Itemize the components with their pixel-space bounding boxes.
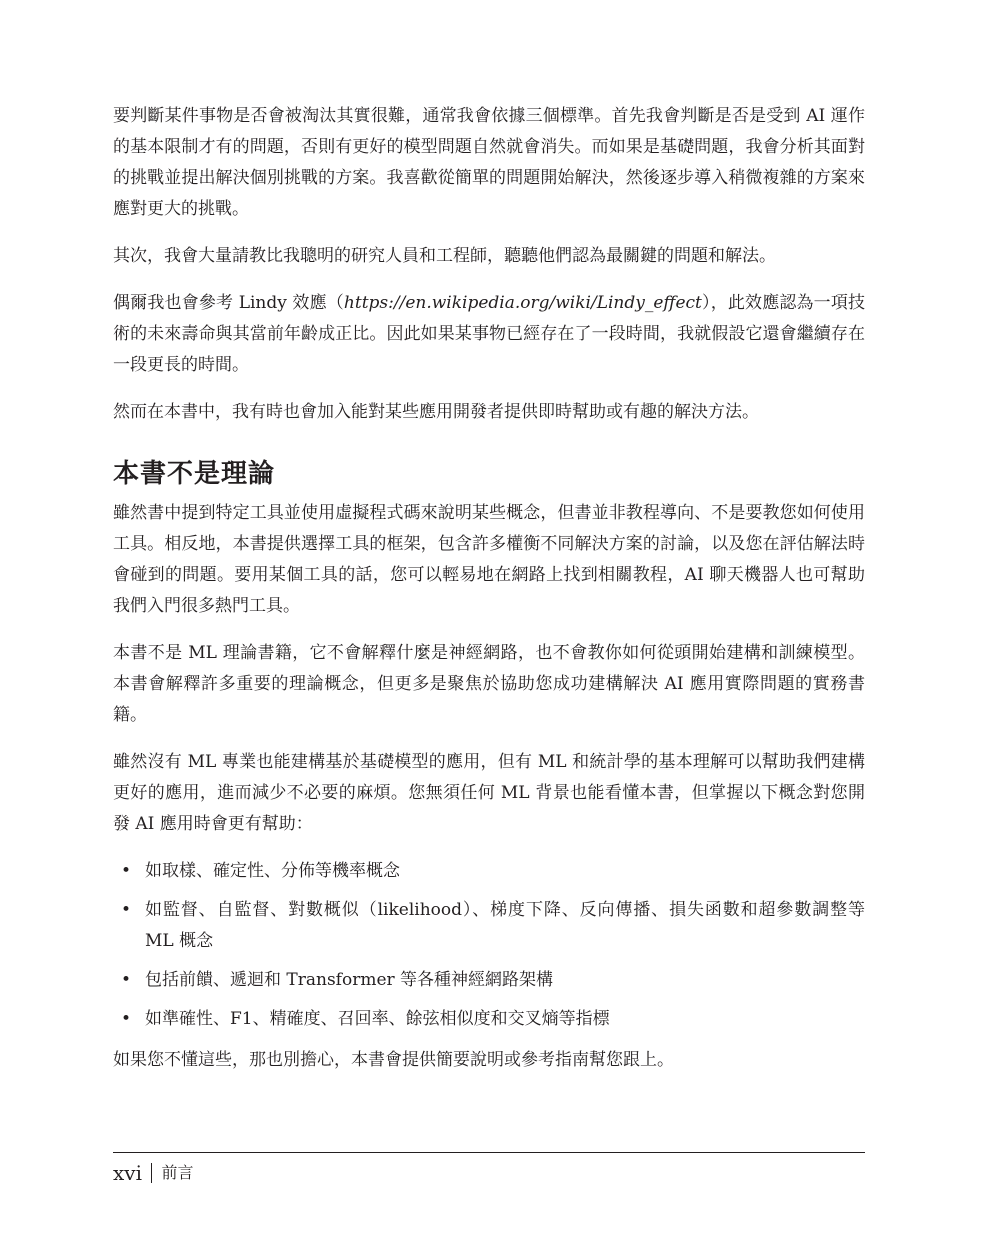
list-item-text: 如監督、自監督、對數概似（likelihood）、梯度下降、反向傳播、損失函數和超參數調整等 ML 概念	[145, 900, 865, 951]
bullet-icon: •	[121, 861, 132, 881]
lindy-effect-link[interactable]: https://en.wikipedia.org/wiki/Lindy_effect	[343, 293, 702, 313]
running-chapter-title: 前言	[161, 1163, 194, 1182]
section-paragraph-2: 本書不是 ML 理論書籍，它不會解釋什麼是神經網路，也不會教你如何從頭開始建構和訓練模型。本書會解釋許多重要的理論概念，但更多是聚焦於協助您成功建構解決 AI 應用實際問題的實務書籍。	[113, 643, 865, 725]
intro-closing-paragraph: 然而在本書中，我有時也會加入能對某些應用開發者提供即時幫助或有趣的解決方法。	[113, 402, 759, 422]
footer-divider	[113, 1152, 865, 1153]
page-number: xvi	[113, 1161, 142, 1185]
bullet-icon: •	[121, 970, 132, 990]
list-item	[113, 895, 865, 957]
bullet-icon: •	[121, 1009, 132, 1029]
page-footer	[113, 1160, 194, 1186]
bullet-icon: •	[121, 900, 132, 920]
page-body	[113, 101, 865, 1092]
list-item-text: 如取樣、確定性、分佈等機率概念	[145, 861, 400, 881]
intro-paragraph-1: 要判斷某件事物是否會被淘汰其實很難，通常我會依據三個標準。首先我會判斷是否是受到 AI 運作的基本限制才有的問題，否則有更好的模型問題自然就會消失。而如果是基礎問題，我會分析其面對的挑戰並提出解決個別挑戰的方案。我喜歡從簡單的問題開始解決，然後逐步導入稍微複雜的方案來應對更大的挑戰。	[113, 106, 865, 219]
section-heading: 本書不是理論	[113, 459, 276, 489]
list-item	[113, 965, 865, 996]
footer-separator	[151, 1163, 153, 1183]
list-item	[113, 1004, 865, 1035]
list-item-text: 包括前饋、遞迴和 Transformer 等各種神經網路架構	[145, 970, 554, 990]
prerequisite-list	[113, 856, 865, 1035]
section-closing-paragraph: 如果您不懂這些，那也別擔心，本書會提供簡要說明或參考指南幫您跟上。	[113, 1050, 674, 1070]
list-item-text: 如準確性、F1、精確度、召回率、餘弦相似度和交叉熵等指標	[145, 1009, 610, 1029]
list-item	[113, 856, 865, 887]
section-paragraph-1: 雖然書中提到特定工具並使用虛擬程式碼來說明某些概念，但書並非教程導向、不是要教您如何使用工具。相反地，本書提供選擇工具的框架，包含許多權衡不同解決方案的討論，以及您在評估解法時會碰到的問題。要用某個工具的話，您可以輕易地在網路上找到相關教程，AI 聊天機器人也可幫助我們入門很多熱門工具。	[113, 503, 865, 616]
lindy-text-after: ），此效應認為一項技術的未來壽命與其當前年齡成正比。因此如果某事物已經存在了一段時間，我就假設它還會繼續存在一段更長的時間。	[113, 293, 866, 375]
lindy-paragraph	[113, 288, 865, 381]
lindy-text-before: 偶爾我也會參考 Lindy 效應（	[113, 293, 344, 313]
section-paragraph-3: 雖然沒有 ML 專業也能建構基於基礎模型的應用，但有 ML 和統計學的基本理解可以幫助我們建構更好的應用，進而減少不必要的麻煩。您無須任何 ML 背景也能看懂本書，但掌握以下概念對您開發 AI 應用時會更有幫助：	[113, 752, 865, 834]
intro-paragraph-2: 其次，我會大量請教比我聰明的研究人員和工程師，聽聽他們認為最關鍵的問題和解法。	[113, 246, 776, 266]
